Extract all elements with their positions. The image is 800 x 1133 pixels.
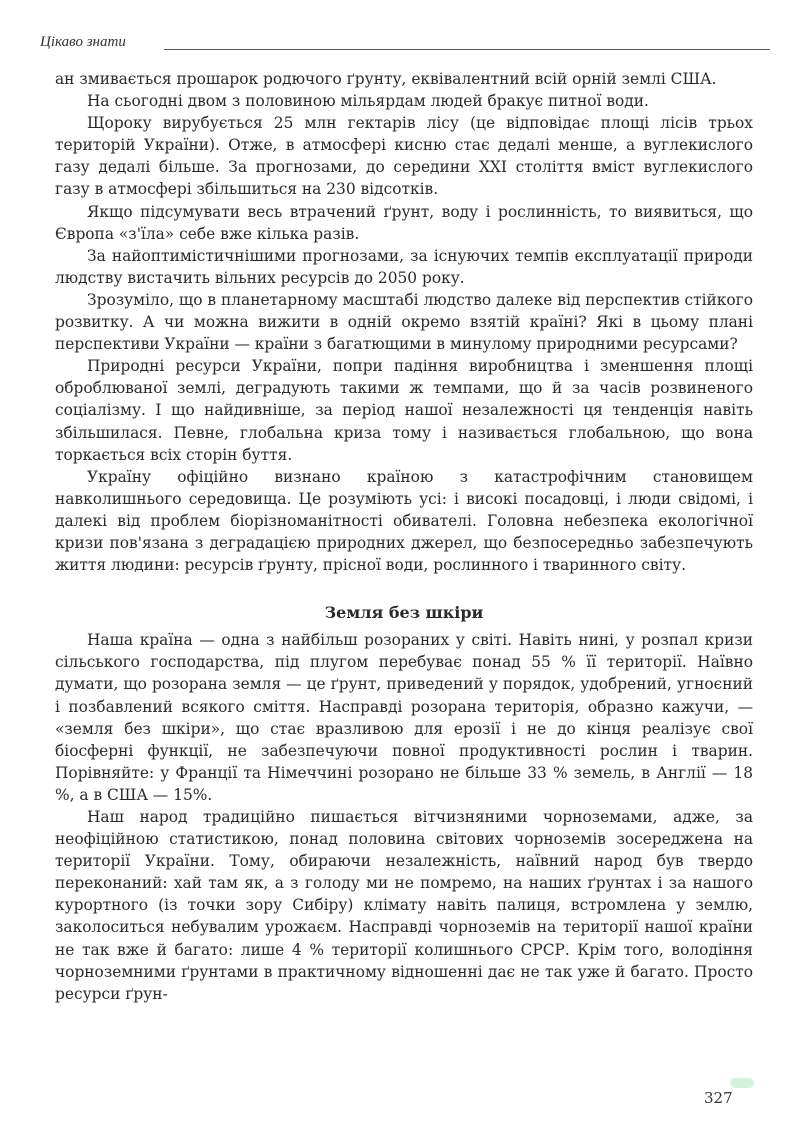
paragraph: Наш народ традиційно пишається вітчизняними чорноземами, адже, за неофіційною статистикою, понад половина світових чорноземів зосереджена на території України. Тому, обираючи незалежність, наївний народ був твердо переконаний: хай там як, а з голоду ми не помремо, на наших ґрунтах і за нашого курортного (із точки зору Сибіру) клімату навіть палиця, встромлена у землю, заколоситься небувалим урожаєм. Насправді чорноземів на території нашої країни не так вже й багато: лише 4 % території колишнього СРСР. Крім того, володіння чорноземними ґрунтами в практичному відношенні дає не так уже й багато. Просто ресурси ґрун- bbox=[55, 808, 753, 1003]
paragraph: Якщо підсумувати весь втрачений ґрунт, воду і рослинність, то виявиться, що Європа «з'їла» себе вже кілька разів. bbox=[55, 202, 753, 243]
page-mark bbox=[730, 1078, 754, 1088]
paragraph: Природні ресурси України, попри падіння виробництва і зменшення площі оброблюваної землі, деградують такими ж темпами, що й за часів розвиненого соціалізму. І що найдивніше, за період нашої незалежності ця тенденція навіть збільшилася. Певне, глобальна криза тому і називається глобальною, що вона торкається всіх сторін буття. bbox=[55, 357, 753, 464]
section-heading: Земля без шкіри bbox=[324, 603, 484, 623]
paragraph: Наша країна — одна з найбільш розораних у світі. Навіть нині, у розпал кризи сільського господарства, під плугом перебуває понад 55 % її території. Наївно думати, що розорана земля — це ґрунт, приведений у порядок, удобрений, угноєний і позбавлений всякого сміття. Насправді розорана територія, образно кажучи, — «земля без шкіри», що стає вразливою для ерозії і не до кінця реалізує свої біосферні функції, не забезпечуючи повної продуктивності рослин і тварин. Порівняйте: у Франції та Німеччині розорано не більше 33 % земель, в Англії — 18 %, а в США — 15%. bbox=[55, 631, 753, 804]
paragraph: Щороку вирубується 25 млн гектарів лісу (це відповідає площі лісів трьох територій України). Отже, в атмосфері кисню стає дедалі менше, а вуглекислого газу дедалі більше. За прогнозами, до середини XXI століття вміст вуглекислого газу в атмосфері збільшиться на 230 відсотків. bbox=[55, 114, 753, 199]
page-body bbox=[55, 68, 753, 1005]
paragraph: На сьогодні двом з половиною мільярдам людей бракує питної води. bbox=[87, 92, 649, 111]
paragraph: За найоптимістичнішими прогнозами, за існуючих темпів експлуатації природи людству вистачить вільних ресурсів до 2050 року. bbox=[55, 246, 753, 287]
running-header bbox=[40, 34, 770, 54]
paragraph: ан змивається прошарок родючого ґрунту, еквівалентний всій орній землі США. bbox=[55, 70, 717, 88]
header-title: Цікаво знати bbox=[40, 34, 126, 50]
page-number: 327 bbox=[704, 1089, 733, 1107]
paragraph: Зрозуміло, що в планетарному масштабі людство далеке від перспектив стійкого розвитку. А чи можна вижити в одній окремо взятій країні? Які в цьому плані перспективи України — країни з багатющими в минулому природними ресурсами? bbox=[55, 290, 753, 354]
header-rule bbox=[164, 49, 770, 50]
paragraph: Україну офіційно визнано країною з катастрофічним становищем навколишнього середовища. Це розуміють усі: і високі посадовці, і люди свідомі, і далекі від проблем біорізноманітності обивателі. Головна небезпека екологічної кризи пов'язана з деградацією природних джерел, що безпосередньо забезпечують життя людини: ресурсів ґрунту, прісної води, рослинного і тваринного світу. bbox=[55, 467, 753, 575]
